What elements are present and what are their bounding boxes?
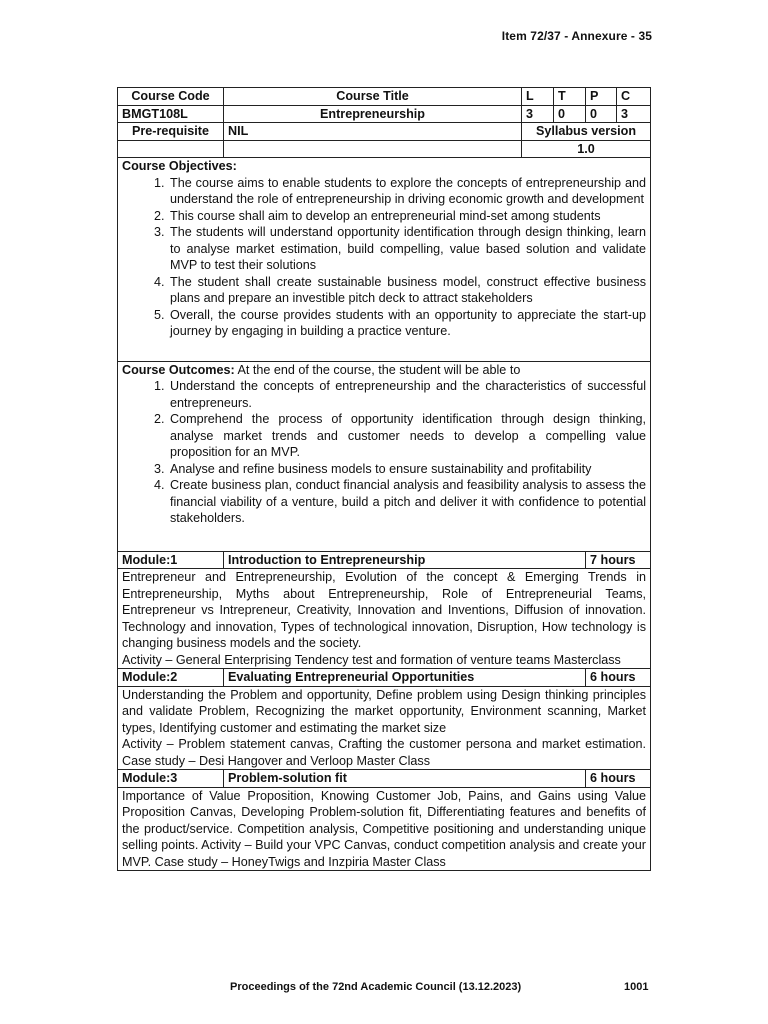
lecture-label: L [522, 88, 554, 106]
module-3-title: Problem-solution fit [224, 770, 586, 788]
objective-item: 3. The students will understand opportunity identification through design thinking, learn to analyse market estimation, build compelling, value based solution and validate MVP to test their solutions [168, 224, 646, 274]
course-code-label: Course Code [118, 88, 224, 106]
module-1-activity: Activity – General Enterprising Tendency test and formation of venture teams Masterclass [122, 652, 621, 667]
module-2-label: Module:2 [118, 669, 224, 687]
proceedings-footer: Proceedings of the 72nd Academic Council (13.12.2023) [230, 981, 522, 993]
module-1-content-row [118, 569, 651, 669]
tutorial-label: T [554, 88, 586, 106]
module-3-label: Module:3 [118, 770, 224, 788]
tutorial-value: 0 [554, 105, 586, 123]
practical-value: 0 [586, 105, 617, 123]
module-3-content-row [118, 787, 651, 871]
syllabus-version-value: 1.0 [522, 140, 651, 158]
section-spacer [122, 527, 646, 551]
outcomes-list [122, 378, 646, 527]
outcome-item: 2. Comprehend the process of opportunity identification through design thinking, analyse market trends and customer needs to develop a compelling value proposition for an MVP. [168, 411, 646, 461]
module-3-content-cell [118, 787, 651, 871]
syllabus-table [117, 87, 651, 871]
outcome-item: 3. Analyse and refine business models to ensure sustainability and profitability [168, 461, 646, 478]
module-2-header [118, 669, 651, 687]
course-outcomes-intro: At the end of the course, the student will be able to [234, 362, 521, 377]
module-3-hours: 6 hours [586, 770, 651, 788]
credit-label: C [617, 88, 651, 106]
course-outcomes-cell [118, 361, 651, 551]
module-2-content-cell [118, 686, 651, 770]
module-3-header [118, 770, 651, 788]
syllabus-version-label: Syllabus version [522, 123, 651, 141]
empty-cell [224, 140, 522, 158]
section-spacer [122, 340, 646, 361]
module-2-content-row [118, 686, 651, 770]
page-number: 1001 [624, 981, 649, 993]
course-objectives-heading: Course Objectives: [122, 159, 237, 173]
objective-item: 2. This course shall aim to develop an entrepreneurial mind-set among students [168, 208, 646, 225]
module-1-title: Introduction to Entrepreneurship [224, 551, 586, 569]
course-outcomes-heading-line [122, 362, 646, 379]
module-1-hours: 7 hours [586, 551, 651, 569]
module-1-content: Entrepreneur and Entrepreneurship, Evolution of the concept & Emerging Trends in Entrepreneurship, Myths about Entrepreneurship, Role of Entrepreneurial Teams, Entrepreneur vs Intrepreneur, Creativity, Innovation and Inventions, Diffusion of innovation. Technology and innovation, Types of technological innovation, Disruption, How technology is changing business models and the society. [122, 570, 646, 650]
practical-label: P [586, 88, 617, 106]
course-objectives-cell [118, 158, 651, 362]
module-2-content: Understanding the Problem and opportunity, Define problem using Design thinking principles and validate Problem, Recognizing the market opportunity, Environment scanning, Market types, Identifying customer and estimating the market size [122, 687, 646, 735]
module-1-content-cell [118, 569, 651, 669]
course-outcomes-heading: Course Outcomes: [122, 362, 235, 377]
module-1-label: Module:1 [118, 551, 224, 569]
prerequisite-value: NIL [224, 123, 522, 141]
lecture-value: 3 [522, 105, 554, 123]
module-2-hours: 6 hours [586, 669, 651, 687]
module-1-header [118, 551, 651, 569]
item-annexure-header: Item 72/37 - Annexure - 35 [501, 29, 652, 43]
outcome-item: 1. Understand the concepts of entrepreneurship and the characteristics of successful entrepreneurs. [168, 378, 646, 411]
module-2-title: Evaluating Entrepreneurial Opportunities [224, 669, 586, 687]
course-value-row [118, 105, 651, 123]
module-3-content: Importance of Value Proposition, Knowing Customer Job, Pains, and Gains using Value Proposition Canvas, Developing Problem-solution fit, Differentiating features and benefits of the product/service. Competition analysis, Competitive positioning and understanding unique selling points. Activity – Build your VPC Canvas, conduct competition analysis and create your MVP. Case study – HoneyTwigs and Inzpiria Master Class [122, 788, 646, 869]
syllabus-version-row [118, 140, 651, 158]
module-2-activity: Activity – Problem statement canvas, Crafting the customer persona and market estimation. Case study – Desi Hangover and Verloop Master Class [122, 737, 646, 768]
course-header-row [118, 88, 651, 106]
course-title-label: Course Title [224, 88, 522, 106]
course-title-value: Entrepreneurship [224, 105, 522, 123]
prerequisite-label: Pre-requisite [118, 123, 224, 141]
objective-item: 4. The student shall create sustainable business model, construct effective business plans and prepare an investible pitch deck to attract stakeholders [168, 274, 646, 307]
credit-value: 3 [617, 105, 651, 123]
course-objectives-section [118, 158, 651, 362]
objective-item: 1. The course aims to enable students to explore the concepts of entrepreneurship and understand the role of entrepreneurship in driving economic growth and development [168, 175, 646, 208]
empty-cell [118, 140, 224, 158]
prereq-row [118, 123, 651, 141]
objectives-list [122, 175, 646, 340]
objective-item: 5. Overall, the course provides students with an opportunity to appreciate the start-up journey by engaging in building a practice venture. [168, 307, 646, 340]
course-code-value: BMGT108L [118, 105, 224, 123]
outcome-item: 4. Create business plan, conduct financial analysis and feasibility analysis to assess the financial viability of a venture, build a pitch and deliver it with confidence to potential stakeholders. [168, 477, 646, 527]
course-outcomes-section [118, 361, 651, 551]
